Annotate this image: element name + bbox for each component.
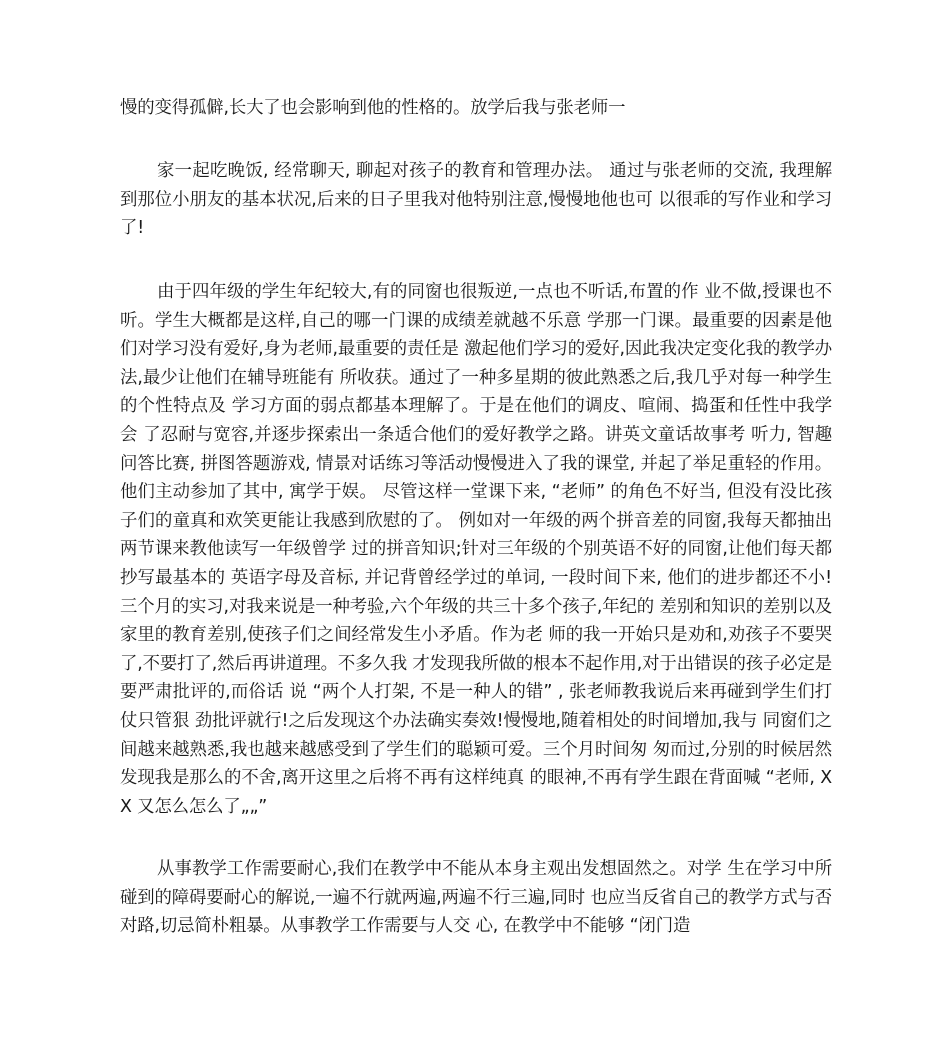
paragraph-teaching-methods: 由于四年级的学生年纪较大,有的同窗也很叛逆,一点也不听话,布置的作 业不做,授课也不听。学生大概都是这样,自己的哪一门课的成绩差就越不乐意 学那一门课。最重要的因素是他们对学习没有爱好,身为老师,最重要的责任是 激起他们学习的爱好,因此我决定变化我的教学办法,最少让他们在辅导班能有 所收获。通过了一种多星期的彼此熟悉之后,我几乎对每一种学生的个性特点及 学习方面的弱点都基本理解了。于是在他们的调皮、喧闹、捣蛋和任性中我学会 了忍耐与宽容,并逐步探索出一条适合他们的爱好教学之路。讲英文童话故事考 听力, 智趣问答比赛, 拼图答题游戏, 情景对话练习等活动慢慢进入了我的课堂, 并起了举足重轻的作用。 他们主动参加了其中, 寓学于娱。 尽管这样一堂课下来, “老师” 的角色不好当, 但没有没比孩子们的童真和欢笑更能让我感到欣慰的了。 例如对一年级的两个拼音差的同窗,我每天都抽出两节课来教他读写一年级曾学 过的拼音知识;针对三年级的个别英语不好的同窗,让他们每天都抄写最基本的 英语字母及音标, 并记背曾经学过的单词, 一段时间下来, 他们的进步都还不小! 三个月的实习,对我来说是一种考验,六个年级的共三十多个孩子,年纪的 差别和知识的差别以及家里的教育差别,使孩子们之间经常发生小矛盾。作为老 师的我一开始只是劝和,劝孩子不要哭了,不要打了,然后再讲道理。不多久我 才发现我所做的根本不起作用,对于出错误的孩子必定是要严肃批评的,而俗话 说 “两个人打架, 不是一种人的错” , 张老师教我说后来再碰到学生们打仗只管狠 劲批评就行!之后发现这个办法确实奏效!慢慢地,随着相处的时间增加,我与 同窗们之间越来越熟悉,我也越来越感受到了学生们的聪颖可爱。三个月时间匆 匆而过,分别的时候居然发现我是那么的不舍,离开这里之后将不再有这样纯真 的眼神,不再有学生跟在背面喊 “老师, XX 又怎么怎么了„„”: [120, 282, 832, 817]
paragraph-patience: 从事教学工作需要耐心,我们在教学中不能从本身主观出发想固然之。对学 生在学习中所碰到的障碍要耐心的解说,一遍不行就两遍,两遍不行三遍,同时 也应当反省自己的教学方式与否对路,切忌简朴粗暴。从事教学工作需要与人交 心, 在教学中不能够 “闭门造: [120, 859, 832, 937]
paragraph-continuation: 慢的变得孤僻,长大了也会影响到他的性格的。放学后我与张老师一: [120, 98, 626, 118]
paragraph-teacher-dinner: 家一起吃晚饭, 经常聊天, 聊起对孩子的教育和管理办法。 通过与张老师的交流, 我理解到那位小朋友的基本状况,后来的日子里我对他特别注意,慢慢地他也可 以很乖的写作业和学习了!: [120, 161, 832, 239]
